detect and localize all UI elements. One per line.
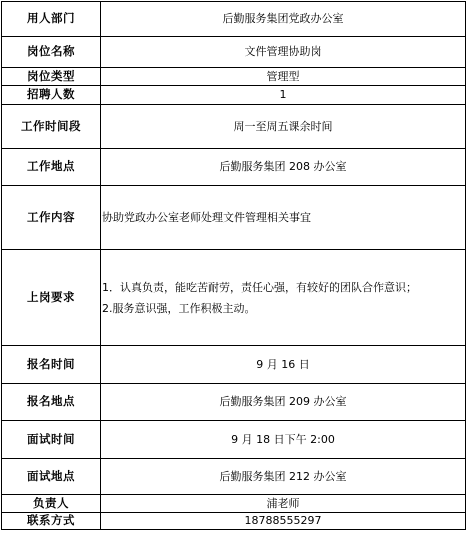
row-value-contact-person: 浦老师 <box>101 495 466 513</box>
row-label-position-name: 岗位名称 <box>2 37 101 68</box>
row-label-interview-location: 面试地点 <box>2 459 101 495</box>
table-row <box>2 105 466 149</box>
row-label-contact-person: 负责人 <box>2 495 101 513</box>
table-row <box>2 37 466 68</box>
row-label-work-location: 工作地点 <box>2 149 101 186</box>
requirement-line: 1．认真负责，能吃苦耐劳，责任心强，有较好的团队合作意识； <box>102 280 417 294</box>
row-value-work-hours: 周一至周五课余时间 <box>101 105 466 149</box>
row-value-registration-time: 9 月 16 日 <box>101 346 466 384</box>
row-label-registration-location: 报名地点 <box>2 384 101 421</box>
row-value-work-location: 后勤服务集团 208 办公室 <box>101 149 466 186</box>
row-label-headcount: 招聘人数 <box>2 86 101 105</box>
row-label-interview-time: 面试时间 <box>2 421 101 459</box>
table-row <box>2 250 466 346</box>
row-value-interview-time: 9 月 18 日下午 2:00 <box>101 421 466 459</box>
row-label-department: 用人部门 <box>2 2 101 37</box>
table-row <box>2 513 466 530</box>
row-value-headcount: 1 <box>101 86 466 105</box>
row-value-contact-info: 18788555297 <box>101 513 466 530</box>
row-value-registration-location: 后勤服务集团 209 办公室 <box>101 384 466 421</box>
row-label-contact-info: 联系方式 <box>2 513 101 530</box>
row-value-requirements <box>101 250 466 346</box>
table-row <box>2 459 466 495</box>
row-label-job-content: 工作内容 <box>2 186 101 250</box>
row-label-registration-time: 报名时间 <box>2 346 101 384</box>
table-row <box>2 186 466 250</box>
table-row <box>2 86 466 105</box>
job-posting-document <box>1 1 465 531</box>
row-value-interview-location: 后勤服务集团 212 办公室 <box>101 459 466 495</box>
row-value-position-name: 文件管理协助岗 <box>101 37 466 68</box>
table-row <box>2 346 466 384</box>
table-row <box>2 2 466 37</box>
row-value-department: 后勤服务集团党政办公室 <box>101 2 466 37</box>
table-row <box>2 495 466 513</box>
table-row <box>2 421 466 459</box>
row-label-position-type: 岗位类型 <box>2 68 101 86</box>
table-row <box>2 384 466 421</box>
row-value-position-type: 管理型 <box>101 68 466 86</box>
row-label-work-hours: 工作时间段 <box>2 105 101 149</box>
row-label-requirements: 上岗要求 <box>2 250 101 346</box>
row-value-job-content: 协助党政办公室老师处理文件管理相关事宜 <box>101 186 466 250</box>
job-posting-table <box>1 1 466 530</box>
requirement-line: 2.服务意识强，工作积极主动。 <box>102 301 256 315</box>
table-row <box>2 149 466 186</box>
table-row <box>2 68 466 86</box>
